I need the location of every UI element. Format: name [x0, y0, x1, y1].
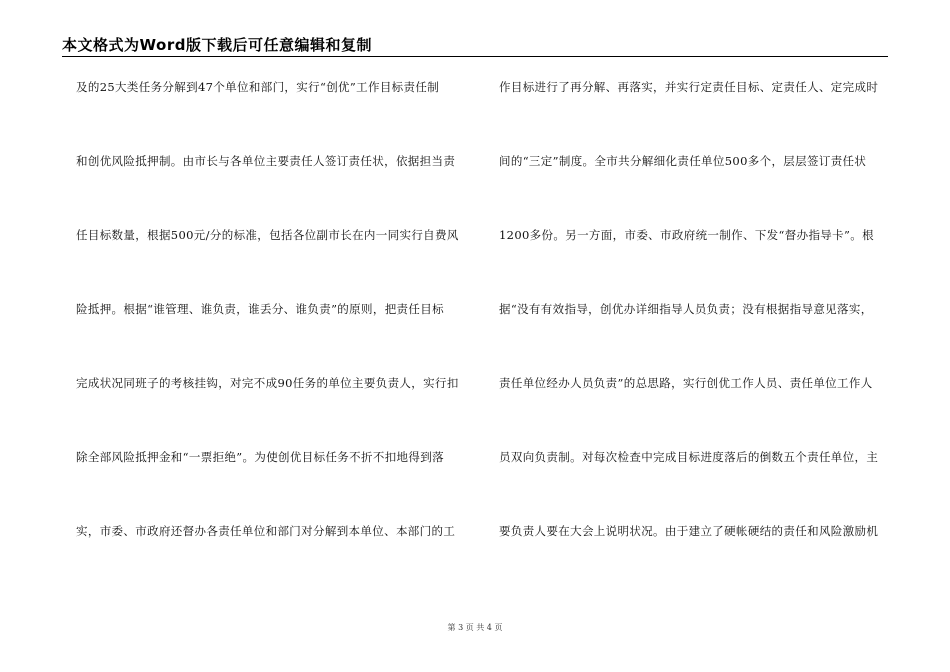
right-text-column	[499, 77, 889, 595]
text-line: 完成状况同班子的考核挂钩，对完不成90任务的单位主要负责人，实行扣	[76, 376, 459, 390]
text-line: 除全部风险抵押金和“一票拒绝”。为使创优目标任务不折不扣地得到落	[76, 450, 444, 464]
text-line: 险抵押。根据“谁管理、谁负责，谁丢分、谁负责”的原则，把责任目标	[76, 302, 444, 316]
text-line: 实，市委、市政府还督办各责任单位和部门对分解到本单位、本部门的工	[76, 524, 456, 538]
text-line: 间的“三定”制度。全市共分解细化责任单位500多个，层层签订责任状	[499, 154, 867, 168]
text-line: 员双向负责制。对每次检查中完成目标进度落后的倒数五个责任单位，主	[499, 450, 879, 464]
left-text-column	[76, 77, 466, 595]
text-line: 和创优风险抵押制。由市长与各单位主要责任人签订责任状，依据担当责	[76, 154, 456, 168]
text-line: 要负责人要在大会上说明状况。由于建立了硬帐硬结的责任和风险激励机	[499, 524, 879, 538]
text-line: 作目标进行了再分解、再落实，并实行定责任目标、定责任人、定完成时	[499, 80, 879, 94]
text-line: 责任单位经办人员负责”的总思路，实行创优工作人员、责任单位工作人	[499, 376, 873, 390]
text-line: 1200多份。另一方面，市委、市政府统一制作、下发“督办指导卡”。根	[499, 228, 874, 242]
page-number-footer: 第 3 页 共 4 页	[447, 623, 503, 632]
page-header-title: 本文格式为Word版下载后可任意编辑和复制	[62, 36, 372, 54]
header-divider	[62, 56, 888, 57]
text-line: 据“没有有效指导，创优办详细指导人员负责；没有根据指导意见落实，	[499, 302, 873, 316]
text-line: 任目标数量，根据500元/分的标准，包括各位副市长在内一同实行自费风	[76, 228, 459, 242]
text-line: 及的25大类任务分解到47个单位和部门，实行“创优”工作目标责任制	[76, 80, 440, 94]
